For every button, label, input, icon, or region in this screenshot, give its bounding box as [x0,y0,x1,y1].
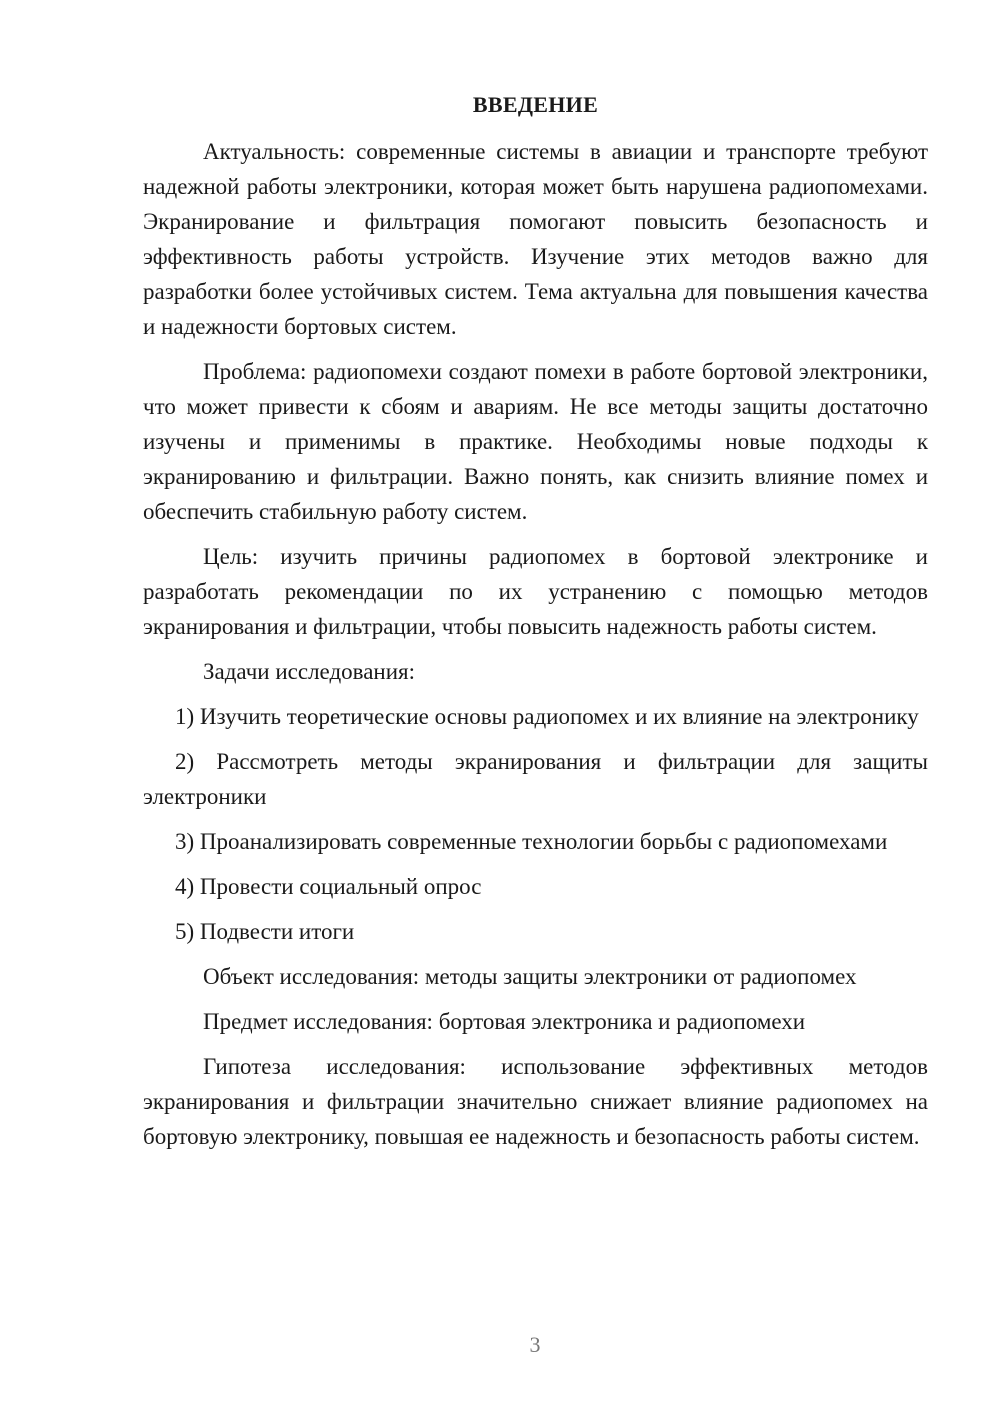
problem-paragraph: Проблема: радиопомехи создают помехи в работе бортовой электроники, что может привести к сбоям и авариям. Не все методы защиты достаточно изучены и применимы в практике. Необходимы новые подходы к экранированию и фильтрации. Важно понять, как снизить влияние помех и обеспечить стабильную работу систем. [143,359,928,524]
relevance-paragraph: Актуальность: современные системы в авиации и транспорте требуют надежной работы электроники, которая может быть нарушена радиопомехами. Экранирование и фильтрация помогают повысить безопасность и эффективность работы устройств. Изучение этих методов важно для разработки более устойчивых систем. Тема актуальна для повышения качества и надежности бортовых систем. [143,139,928,339]
research-object: Объект исследования: методы защиты электроники от радиопомех [203,964,857,989]
page-content [143,90,928,1164]
task-item-2: 2) Рассмотреть методы экранирования и фильтрации для защиты электроники [143,749,928,809]
tasks-heading: Задачи исследования: [203,659,416,684]
goal-paragraph: Цель: изучить причины радиопомех в бортовой электронике и разработать рекомендации по их устранению с помощью методов экранирования и фильтрации, чтобы повысить надежность работы систем. [143,544,928,639]
task-item-4: 4) Провести социальный опрос [175,874,482,899]
task-item-1: 1) Изучить теоретические основы радиопомех и их влияние на электронику [175,704,919,729]
section-title: ВВЕДЕНИЕ [472,92,599,117]
task-item-5: 5) Подвести итоги [175,919,355,944]
research-subject: Предмет исследования: бортовая электроника и радиопомехи [203,1009,806,1034]
task-item-3: 3) Проанализировать современные технологии борьбы с радиопомехами [175,829,888,854]
hypothesis-paragraph: Гипотеза исследования: использование эффективных методов экранирования и фильтрации значительно снижает влияние радиопомех на бортовую электронику, повышая ее надежность и безопасность работы систем. [143,1054,928,1149]
page-number: 3 [529,1332,541,1357]
